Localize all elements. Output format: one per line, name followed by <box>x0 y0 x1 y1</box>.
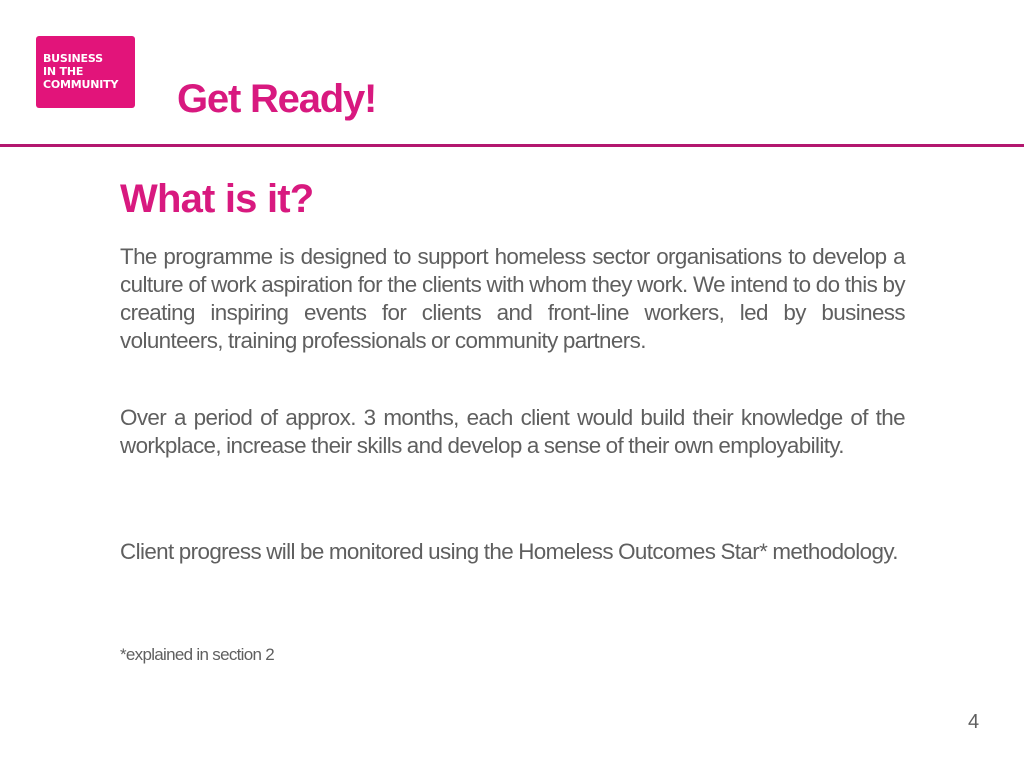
paragraph-programme-duration: Over a period of approx. 3 months, each client would build their knowledge of the workplace, increase their skills and develop a sense of their own employability. <box>120 405 905 458</box>
logo-text-line-3: COMMUNITY <box>43 78 119 91</box>
logo-text-line-1: BUSINESS <box>43 52 103 65</box>
slide-title: Get Ready! <box>177 77 377 121</box>
footnote: *explained in section 2 <box>120 645 275 664</box>
logo-text-line-2: IN THE <box>43 65 84 78</box>
page-number: 4 <box>968 711 980 733</box>
paragraph-programme-description: The programme is designed to support homeless sector organisations to develop a culture of work aspiration for the clients with whom they work. We intend to do this by creating inspiring events for clients and front-line workers, led by business volunteers, training professionals or community partners. <box>120 244 905 353</box>
paragraph-progress-monitoring: Client progress will be monitored using the Homeless Outcomes Star* methodology. <box>120 539 898 564</box>
section-heading: What is it? <box>120 177 314 221</box>
business-in-the-community-logo <box>36 36 135 108</box>
header-divider <box>0 144 1024 147</box>
